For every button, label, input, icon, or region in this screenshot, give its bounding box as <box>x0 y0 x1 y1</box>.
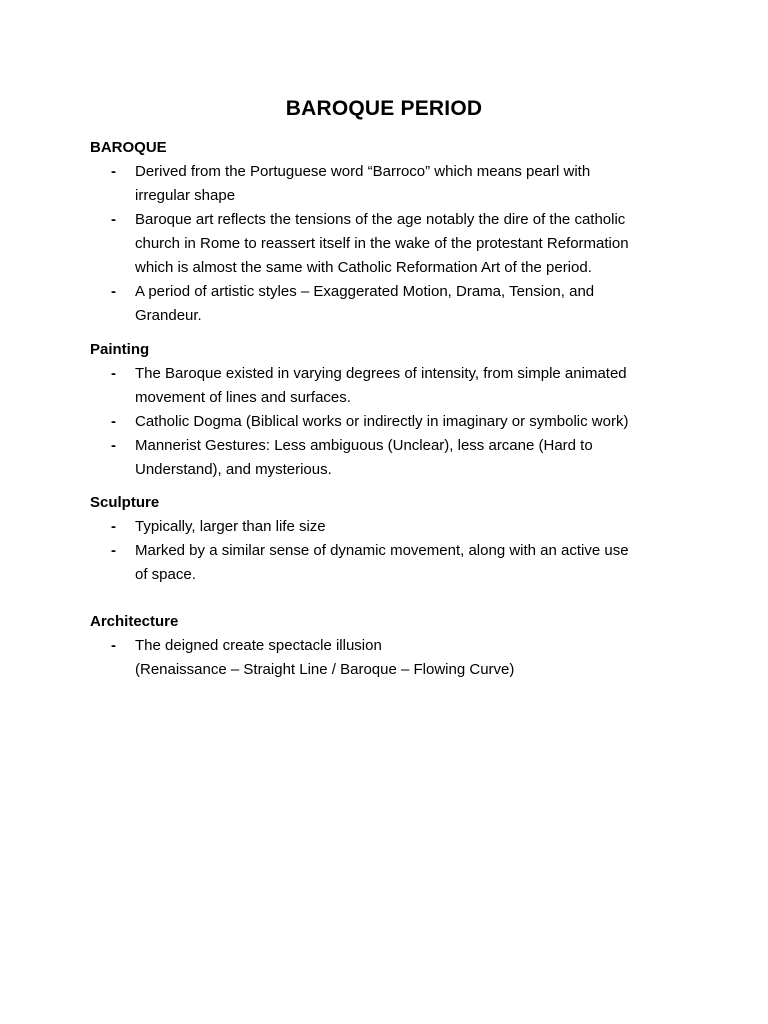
list-item <box>90 160 690 208</box>
item-line: church in Rome to reassert itself in the wake of the protestant Reformation <box>135 235 629 252</box>
section-sculpture <box>90 491 690 587</box>
bullet-dash: - <box>111 413 116 430</box>
section-heading: Sculpture <box>90 494 160 511</box>
item-line: movement of lines and surfaces. <box>135 389 351 406</box>
bullet-dash: - <box>111 163 116 180</box>
section-painting <box>90 338 690 482</box>
list-item <box>90 280 690 328</box>
bullet-list <box>90 515 690 587</box>
bullet-dash: - <box>111 365 116 382</box>
bullet-list <box>90 362 690 482</box>
item-line: Mannerist Gestures: Less ambiguous (Unclear), less arcane (Hard to <box>135 437 593 454</box>
list-item <box>90 539 690 587</box>
item-line: irregular shape <box>135 187 236 204</box>
section-baroque <box>90 136 690 328</box>
item-line: Typically, larger than life size <box>135 518 326 535</box>
list-item <box>90 634 690 682</box>
list-item <box>90 410 690 434</box>
item-line: which is almost the same with Catholic Reformation Art of the period. <box>135 259 592 276</box>
item-line: The deigned create spectacle illusion <box>135 637 382 654</box>
bullet-list <box>90 160 690 328</box>
item-line: Marked by a similar sense of dynamic movement, along with an active use <box>135 542 629 559</box>
bullet-dash: - <box>111 542 116 559</box>
item-line: Grandeur. <box>135 307 202 324</box>
section-heading: Architecture <box>90 613 179 630</box>
bullet-dash: - <box>111 283 116 300</box>
section-architecture <box>90 610 690 682</box>
item-line: of space. <box>135 566 196 583</box>
bullet-dash: - <box>111 211 116 228</box>
bullet-dash: - <box>111 518 116 535</box>
bullet-dash: - <box>111 437 116 454</box>
section-heading: BAROQUE <box>90 139 167 156</box>
section-heading: Painting <box>90 341 150 358</box>
item-line: Baroque art reflects the tensions of the age notably the dire of the catholic <box>135 211 626 228</box>
item-line: A period of artistic styles – Exaggerated Motion, Drama, Tension, and <box>135 283 595 300</box>
list-item <box>90 515 690 539</box>
list-item <box>90 208 690 280</box>
page-title: BAROQUE PERIOD <box>285 97 483 120</box>
list-item <box>90 434 690 482</box>
item-line: Derived from the Portuguese word “Barroco” which means pearl with <box>135 163 591 180</box>
bullet-dash: - <box>111 637 116 654</box>
item-line: Understand), and mysterious. <box>135 461 332 478</box>
item-line: The Baroque existed in varying degrees of intensity, from simple animated <box>135 365 627 382</box>
bullet-list <box>90 634 690 682</box>
item-line: Catholic Dogma (Biblical works or indirectly in imaginary or symbolic work) <box>135 413 629 430</box>
item-line: (Renaissance – Straight Line / Baroque – Flowing Curve) <box>135 661 515 678</box>
list-item <box>90 362 690 410</box>
